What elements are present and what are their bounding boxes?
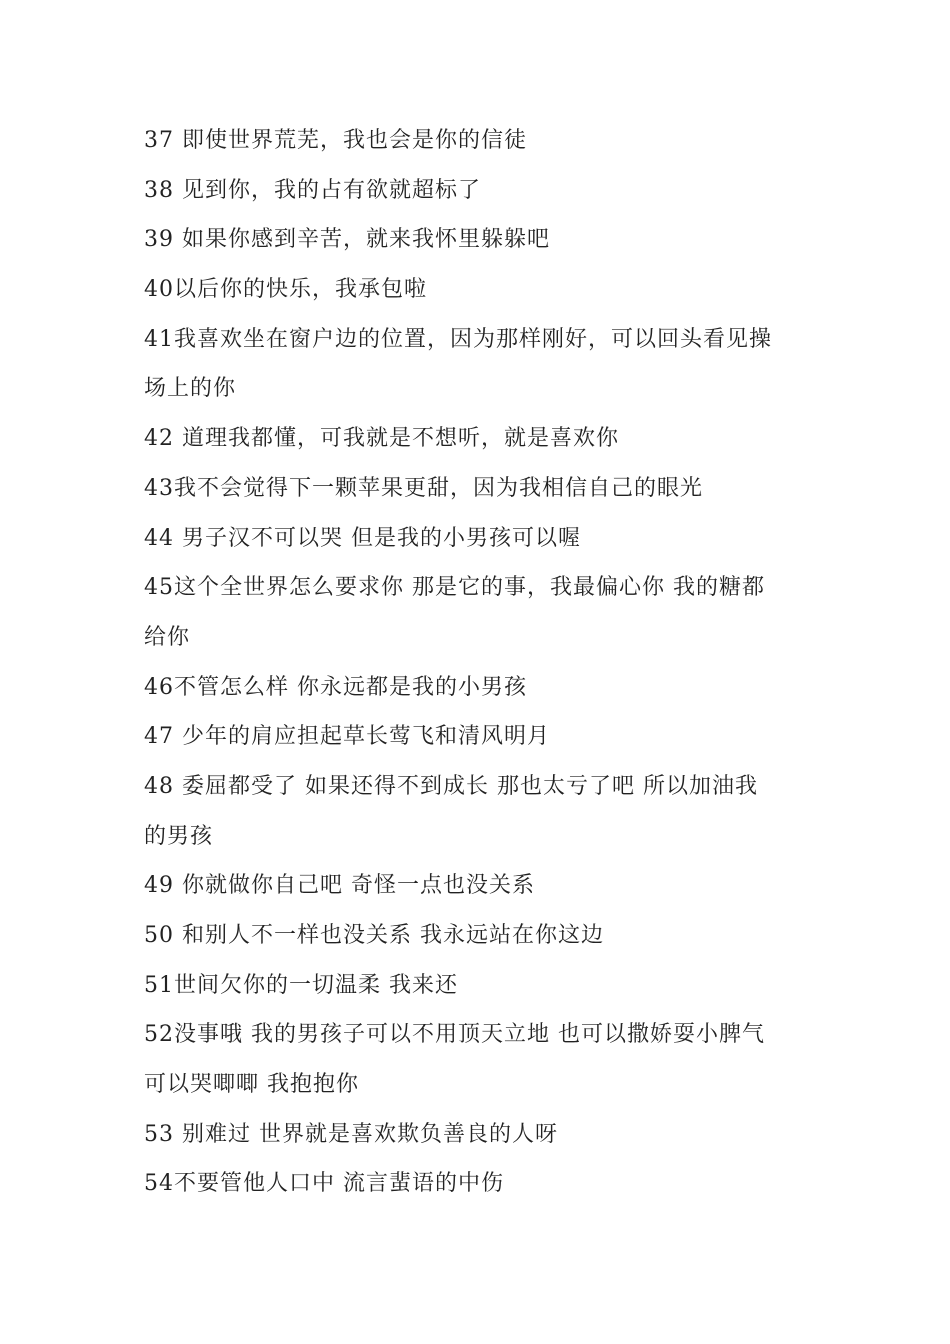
- text-line: 给你: [144, 624, 191, 650]
- text-line: 40以后你的快乐，我承包啦: [144, 277, 427, 303]
- text-line: 54不要管他人口中 流言蜚语的中伤: [144, 1171, 504, 1197]
- text-body: [144, 116, 824, 1209]
- text-line: 41我喜欢坐在窗户边的位置，因为那样刚好，可以回头看见操: [144, 326, 772, 352]
- text-line: 42 道理我都懂，可我就是不想听，就是喜欢你: [144, 426, 619, 452]
- text-line: 47 少年的肩应担起草长莺飞和清风明月: [144, 724, 550, 750]
- text-line: 49 你就做你自己吧 奇怪一点也没关系: [144, 873, 535, 899]
- text-line: 39 如果你感到辛苦，就来我怀里躲躲吧: [144, 227, 550, 253]
- text-line: 44 男子汉不可以哭 但是我的小男孩可以喔: [144, 525, 581, 551]
- text-line: 45这个全世界怎么要求你 那是它的事，我最偏心你 我的糖都: [144, 575, 765, 601]
- text-line: 37 即使世界荒芜，我也会是你的信徒: [144, 128, 527, 153]
- text-line: 53 别难过 世界就是喜欢欺负善良的人呀: [144, 1121, 558, 1147]
- text-line: 场上的你: [144, 376, 237, 402]
- text-line: 的男孩: [144, 823, 214, 849]
- text-line: 52没事哦 我的男孩子可以不用顶天立地 也可以撒娇耍小脾气: [144, 1022, 765, 1048]
- text-line: 可以哭唧唧 我抱抱你: [144, 1072, 359, 1098]
- text-line: 48 委屈都受了 如果还得不到成长 那也太亏了吧 所以加油我: [144, 773, 758, 799]
- text-line: 43我不会觉得下一颗苹果更甜，因为我相信自己的眼光: [144, 475, 703, 501]
- text-line: 38 见到你，我的占有欲就超标了: [144, 177, 481, 203]
- text-line: 50 和别人不一样也没关系 我永远站在你这边: [144, 923, 604, 948]
- text-line: 51世间欠你的一切温柔 我来还: [144, 972, 458, 998]
- text-line: 46不管怎么样 你永远都是我的小男孩: [144, 674, 527, 700]
